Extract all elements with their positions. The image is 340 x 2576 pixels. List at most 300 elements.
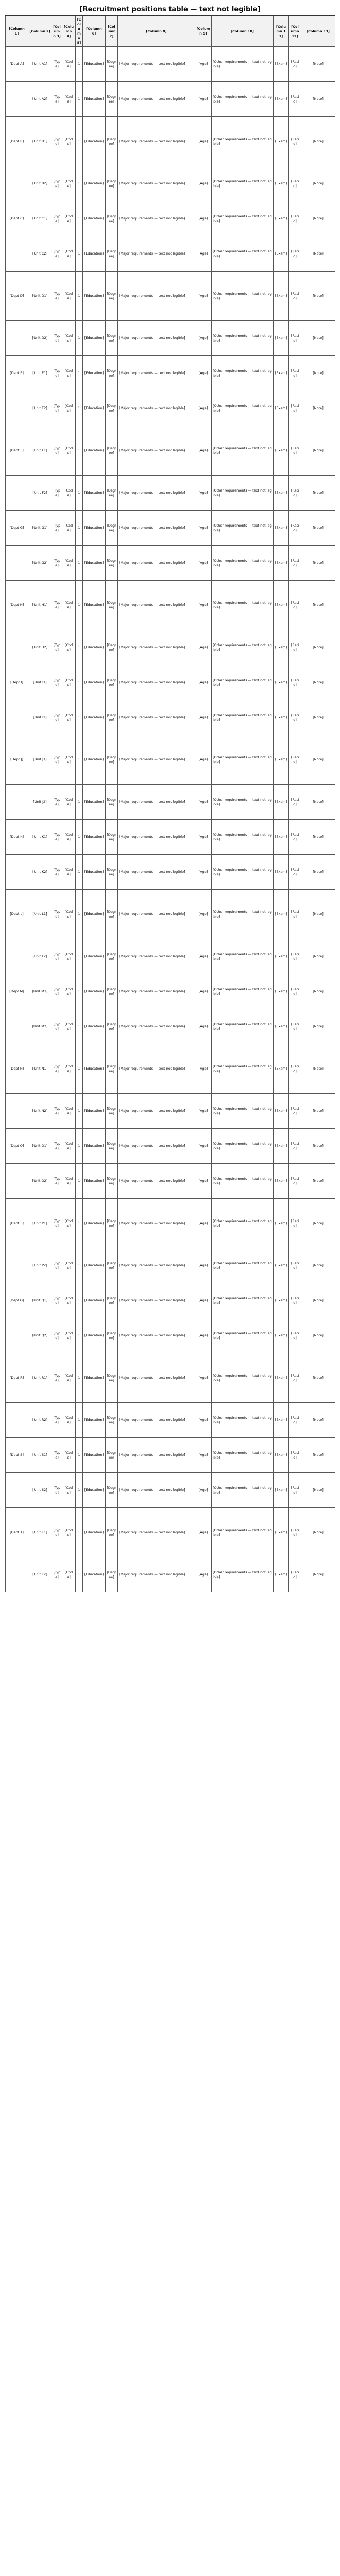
table-cell: [Education] bbox=[83, 974, 106, 1009]
table-row bbox=[6, 82, 335, 117]
table-cell: [Type] bbox=[52, 1094, 62, 1129]
table-cell: [Dept E] bbox=[6, 356, 28, 391]
table-cell: [Degree] bbox=[106, 391, 118, 426]
table-cell: [Degree] bbox=[106, 1438, 118, 1473]
table-cell: [Degree] bbox=[106, 356, 118, 391]
table-cell: [Type] bbox=[52, 974, 62, 1009]
table-cell: [Age] bbox=[195, 1438, 212, 1473]
table-cell: [Other requirements — text not legible] bbox=[212, 1129, 274, 1164]
table-cell: [Note] bbox=[301, 1164, 335, 1199]
table-cell: [Type] bbox=[52, 511, 62, 546]
table-row bbox=[6, 735, 335, 785]
table-cell: [Other requirements — text not legible] bbox=[212, 82, 274, 117]
table-cell: [Note] bbox=[301, 1199, 335, 1248]
table-cell: [Code] bbox=[62, 1473, 76, 1508]
table-cell: [Code] bbox=[62, 1044, 76, 1094]
table-row bbox=[6, 700, 335, 735]
table-cell: [Degree] bbox=[106, 511, 118, 546]
table-cell: [Type] bbox=[52, 356, 62, 391]
table-cell: [Major requirements — text not legible] bbox=[118, 855, 195, 890]
table-cell: 1 bbox=[76, 1473, 83, 1508]
table-cell: 1 bbox=[76, 1199, 83, 1248]
table-cell: [Other requirements — text not legible] bbox=[212, 785, 274, 820]
table-cell: [Age] bbox=[195, 356, 212, 391]
table-cell: [Degree] bbox=[106, 581, 118, 630]
table-cell: [Type] bbox=[52, 700, 62, 735]
table-cell: [Age] bbox=[195, 236, 212, 272]
table-row bbox=[6, 1199, 335, 1248]
table-cell: [Age] bbox=[195, 700, 212, 735]
table-row bbox=[6, 1318, 335, 1353]
table-cell: [Major requirements — text not legible] bbox=[118, 700, 195, 735]
table-cell: [Unit M1] bbox=[28, 974, 52, 1009]
table-cell: [Code] bbox=[62, 272, 76, 321]
table-cell: [Ratio] bbox=[289, 426, 301, 476]
table-cell: [Ratio] bbox=[289, 1473, 301, 1508]
table-cell: [Ratio] bbox=[289, 1438, 301, 1473]
table-cell: [Degree] bbox=[106, 735, 118, 785]
table-cell: [Degree] bbox=[106, 1009, 118, 1044]
table-cell: [Code] bbox=[62, 1283, 76, 1318]
table-cell: [Note] bbox=[301, 890, 335, 939]
table-cell: [Education] bbox=[83, 855, 106, 890]
table-cell: [Note] bbox=[301, 1248, 335, 1283]
table-cell: [Degree] bbox=[106, 426, 118, 476]
table-cell: [Other requirements — text not legible] bbox=[212, 939, 274, 974]
table-cell: [Age] bbox=[195, 1283, 212, 1318]
table-cell: [Ratio] bbox=[289, 356, 301, 391]
table-cell: [Note] bbox=[301, 1508, 335, 1557]
table-cell: [Unit B1] bbox=[28, 117, 52, 166]
table-cell: [Education] bbox=[83, 47, 106, 82]
header-cell: [Column 6] bbox=[83, 16, 106, 47]
table-cell: [Code] bbox=[62, 1438, 76, 1473]
table-cell: [Ratio] bbox=[289, 735, 301, 785]
table-cell bbox=[6, 166, 28, 201]
table-cell: [Other requirements — text not legible] bbox=[212, 117, 274, 166]
table-cell: [Age] bbox=[195, 1094, 212, 1129]
table-cell: [Degree] bbox=[106, 82, 118, 117]
table-cell: [Other requirements — text not legible] bbox=[212, 356, 274, 391]
table-cell: [Age] bbox=[195, 939, 212, 974]
table-cell: 1 bbox=[76, 735, 83, 785]
table-cell bbox=[6, 939, 28, 974]
table-cell: [Code] bbox=[62, 581, 76, 630]
table-cell: [Other requirements — text not legible] bbox=[212, 1009, 274, 1044]
table-cell: [Note] bbox=[301, 391, 335, 426]
table-cell: [Education] bbox=[83, 1164, 106, 1199]
table-cell: [Education] bbox=[83, 201, 106, 236]
table-cell: [Type] bbox=[52, 855, 62, 890]
table-cell: [Type] bbox=[52, 1248, 62, 1283]
table-cell: [Education] bbox=[83, 890, 106, 939]
table-cell: [Age] bbox=[195, 820, 212, 855]
table-cell: [Age] bbox=[195, 890, 212, 939]
table-cell: [Code] bbox=[62, 1248, 76, 1283]
table-cell: [Education] bbox=[83, 1438, 106, 1473]
table-cell: [Education] bbox=[83, 1129, 106, 1164]
table-row bbox=[6, 1164, 335, 1199]
table-cell: [Note] bbox=[301, 820, 335, 855]
table-cell: 1 bbox=[76, 546, 83, 581]
table-cell: [Education] bbox=[83, 511, 106, 546]
table-cell: [Code] bbox=[62, 117, 76, 166]
table-cell: [Type] bbox=[52, 391, 62, 426]
table-row bbox=[6, 939, 335, 974]
table-cell: [Age] bbox=[195, 476, 212, 511]
table-cell: [Age] bbox=[195, 735, 212, 785]
table-cell: [Note] bbox=[301, 630, 335, 665]
table-cell: [Note] bbox=[301, 1129, 335, 1164]
table-row bbox=[6, 855, 335, 890]
table-cell: [Dept Q] bbox=[6, 1283, 28, 1318]
table-body bbox=[6, 47, 335, 1592]
table-cell: [Exam] bbox=[274, 1353, 289, 1403]
table-cell: [Major requirements — text not legible] bbox=[118, 1044, 195, 1094]
table-cell: [Unit S1] bbox=[28, 1438, 52, 1473]
table-cell: [Type] bbox=[52, 1164, 62, 1199]
table-cell: [Type] bbox=[52, 1283, 62, 1318]
table-cell: [Age] bbox=[195, 1508, 212, 1557]
table-cell: [Degree] bbox=[106, 546, 118, 581]
table-cell: [Ratio] bbox=[289, 939, 301, 974]
table-cell: [Education] bbox=[83, 1199, 106, 1248]
table-cell: 1 bbox=[76, 1353, 83, 1403]
table-cell: [Major requirements — text not legible] bbox=[118, 1009, 195, 1044]
table-cell: [Note] bbox=[301, 785, 335, 820]
table-cell: [Note] bbox=[301, 201, 335, 236]
table-row bbox=[6, 272, 335, 321]
header-row bbox=[6, 16, 335, 47]
table-cell: [Major requirements — text not legible] bbox=[118, 1508, 195, 1557]
table-cell: [Degree] bbox=[106, 1248, 118, 1283]
table-row bbox=[6, 630, 335, 665]
table-cell: [Age] bbox=[195, 1009, 212, 1044]
table-cell: [Degree] bbox=[106, 1283, 118, 1318]
table-cell: [Note] bbox=[301, 1009, 335, 1044]
table-cell: [Unit F2] bbox=[28, 476, 52, 511]
table-cell: [Unit D1] bbox=[28, 272, 52, 321]
table-row bbox=[6, 511, 335, 546]
table-cell: [Age] bbox=[195, 201, 212, 236]
table-cell: [Major requirements — text not legible] bbox=[118, 82, 195, 117]
table-cell: [Exam] bbox=[274, 166, 289, 201]
table-cell bbox=[6, 855, 28, 890]
table-cell: [Exam] bbox=[274, 201, 289, 236]
table-row bbox=[6, 1129, 335, 1164]
table-cell: [Ratio] bbox=[289, 1403, 301, 1438]
document-sheet bbox=[5, 4, 335, 2576]
table-cell bbox=[6, 1009, 28, 1044]
table-cell: [Age] bbox=[195, 1353, 212, 1403]
table-cell: [Other requirements — text not legible] bbox=[212, 166, 274, 201]
table-cell: [Age] bbox=[195, 47, 212, 82]
table-cell: [Exam] bbox=[274, 1199, 289, 1248]
table-cell: [Unit O2] bbox=[28, 1164, 52, 1199]
table-cell: [Exam] bbox=[274, 1009, 289, 1044]
table-cell: [Unit K2] bbox=[28, 855, 52, 890]
table-cell: [Age] bbox=[195, 974, 212, 1009]
table-cell: [Unit F1] bbox=[28, 426, 52, 476]
table-cell: [Ratio] bbox=[289, 1283, 301, 1318]
table-cell bbox=[6, 630, 28, 665]
table-cell: [Other requirements — text not legible] bbox=[212, 1557, 274, 1592]
table-cell: [Type] bbox=[52, 630, 62, 665]
table-cell: [Unit M2] bbox=[28, 1009, 52, 1044]
header-cell: [Column 5] bbox=[76, 16, 83, 47]
table-cell: [Exam] bbox=[274, 735, 289, 785]
table-cell: [Other requirements — text not legible] bbox=[212, 1283, 274, 1318]
table-cell: [Dept B] bbox=[6, 117, 28, 166]
table-cell: [Note] bbox=[301, 426, 335, 476]
table-cell: [Major requirements — text not legible] bbox=[118, 426, 195, 476]
table-cell: [Other requirements — text not legible] bbox=[212, 321, 274, 356]
table-cell: [Exam] bbox=[274, 47, 289, 82]
table-cell: [Degree] bbox=[106, 117, 118, 166]
table-cell: [Note] bbox=[301, 1044, 335, 1094]
header-cell: [Column 7] bbox=[106, 16, 118, 47]
table-cell: [Degree] bbox=[106, 1044, 118, 1094]
table-cell: 1 bbox=[76, 356, 83, 391]
table-cell: [Major requirements — text not legible] bbox=[118, 665, 195, 700]
table-cell: [Note] bbox=[301, 939, 335, 974]
header-cell: [Column 11] bbox=[274, 16, 289, 47]
table-cell: [Education] bbox=[83, 476, 106, 511]
table-cell: [Education] bbox=[83, 939, 106, 974]
table-cell: [Code] bbox=[62, 630, 76, 665]
table-container bbox=[5, 15, 335, 2576]
table-cell: [Other requirements — text not legible] bbox=[212, 890, 274, 939]
table-cell: [Major requirements — text not legible] bbox=[118, 581, 195, 630]
table-cell: [Degree] bbox=[106, 700, 118, 735]
table-cell: [Code] bbox=[62, 1557, 76, 1592]
table-cell: [Unit A1] bbox=[28, 47, 52, 82]
table-cell: [Ratio] bbox=[289, 1094, 301, 1129]
table-cell: [Unit R1] bbox=[28, 1353, 52, 1403]
table-cell: [Degree] bbox=[106, 236, 118, 272]
document-title: [Recruitment positions table — text not legible] bbox=[79, 6, 261, 13]
table-cell: 1 bbox=[76, 1164, 83, 1199]
table-cell: [Unit O1] bbox=[28, 1129, 52, 1164]
table-cell: [Major requirements — text not legible] bbox=[118, 1353, 195, 1403]
table-cell: [Note] bbox=[301, 272, 335, 321]
table-cell: [Exam] bbox=[274, 1473, 289, 1508]
table-cell: [Exam] bbox=[274, 785, 289, 820]
table-row bbox=[6, 1353, 335, 1403]
table-cell: [Exam] bbox=[274, 426, 289, 476]
table-cell: [Degree] bbox=[106, 1473, 118, 1508]
table-cell: [Age] bbox=[195, 272, 212, 321]
table-cell: [Unit C2] bbox=[28, 236, 52, 272]
table-cell: [Code] bbox=[62, 855, 76, 890]
table-cell: [Unit K1] bbox=[28, 820, 52, 855]
table-cell: [Code] bbox=[62, 1094, 76, 1129]
table-cell: [Degree] bbox=[106, 166, 118, 201]
table-cell: [Education] bbox=[83, 1473, 106, 1508]
table-cell: [Unit E1] bbox=[28, 356, 52, 391]
table-cell: [Major requirements — text not legible] bbox=[118, 1473, 195, 1508]
table-cell: 1 bbox=[76, 1044, 83, 1094]
table-cell bbox=[6, 1557, 28, 1592]
table-cell: [Note] bbox=[301, 546, 335, 581]
header-cell: [Column 2] bbox=[28, 16, 52, 47]
table-cell: [Education] bbox=[83, 735, 106, 785]
table-cell: 1 bbox=[76, 236, 83, 272]
table-cell: [Exam] bbox=[274, 820, 289, 855]
table-cell: 1 bbox=[76, 1248, 83, 1283]
table-cell: [Code] bbox=[62, 356, 76, 391]
table-cell: [Code] bbox=[62, 47, 76, 82]
table-cell: [Other requirements — text not legible] bbox=[212, 426, 274, 476]
table-row bbox=[6, 1473, 335, 1508]
table-cell: [Unit P1] bbox=[28, 1199, 52, 1248]
table-cell: 1 bbox=[76, 974, 83, 1009]
table-cell: [Exam] bbox=[274, 511, 289, 546]
table-cell: [Other requirements — text not legible] bbox=[212, 1094, 274, 1129]
table-cell: [Ratio] bbox=[289, 1508, 301, 1557]
header-cell: [Column 12] bbox=[289, 16, 301, 47]
table-cell: [Age] bbox=[195, 1473, 212, 1508]
table-cell: [Other requirements — text not legible] bbox=[212, 630, 274, 665]
table-cell: [Education] bbox=[83, 820, 106, 855]
table-cell: [Dept F] bbox=[6, 426, 28, 476]
table-cell: [Code] bbox=[62, 974, 76, 1009]
table-cell: 1 bbox=[76, 1129, 83, 1164]
table-cell: [Major requirements — text not legible] bbox=[118, 735, 195, 785]
table-cell: [Note] bbox=[301, 581, 335, 630]
table-cell: [Major requirements — text not legible] bbox=[118, 201, 195, 236]
table-cell: [Other requirements — text not legible] bbox=[212, 665, 274, 700]
table-cell: [Age] bbox=[195, 1199, 212, 1248]
table-cell: [Ratio] bbox=[289, 630, 301, 665]
table-cell: [Education] bbox=[83, 236, 106, 272]
table-cell: [Age] bbox=[195, 1164, 212, 1199]
table-row bbox=[6, 1044, 335, 1094]
table-cell: [Code] bbox=[62, 1199, 76, 1248]
table-cell: [Other requirements — text not legible] bbox=[212, 236, 274, 272]
table-cell: [Note] bbox=[301, 82, 335, 117]
table-cell bbox=[6, 1403, 28, 1438]
table-cell: [Major requirements — text not legible] bbox=[118, 47, 195, 82]
table-cell: [Type] bbox=[52, 236, 62, 272]
table-row bbox=[6, 476, 335, 511]
table-cell: [Exam] bbox=[274, 117, 289, 166]
table-cell: [Note] bbox=[301, 700, 335, 735]
table-cell: [Education] bbox=[83, 1009, 106, 1044]
table-cell: [Exam] bbox=[274, 939, 289, 974]
table-cell: [Code] bbox=[62, 166, 76, 201]
table-cell: [Type] bbox=[52, 785, 62, 820]
table-cell: [Degree] bbox=[106, 1164, 118, 1199]
table-cell: [Note] bbox=[301, 321, 335, 356]
table-cell: [Note] bbox=[301, 735, 335, 785]
table-row bbox=[6, 1403, 335, 1438]
table-cell: [Ratio] bbox=[289, 1044, 301, 1094]
table-cell: [Age] bbox=[195, 426, 212, 476]
table-cell: [Major requirements — text not legible] bbox=[118, 117, 195, 166]
table-cell: [Education] bbox=[83, 1403, 106, 1438]
table-cell: [Note] bbox=[301, 665, 335, 700]
table-row bbox=[6, 117, 335, 166]
table-cell: [Unit I1] bbox=[28, 665, 52, 700]
table-cell bbox=[6, 391, 28, 426]
table-cell: [Major requirements — text not legible] bbox=[118, 1129, 195, 1164]
table-cell: [Type] bbox=[52, 546, 62, 581]
table-cell: [Exam] bbox=[274, 1129, 289, 1164]
table-cell: [Unit J2] bbox=[28, 785, 52, 820]
table-cell: [Degree] bbox=[106, 630, 118, 665]
table-cell: [Other requirements — text not legible] bbox=[212, 546, 274, 581]
table-cell: [Code] bbox=[62, 785, 76, 820]
table-cell: [Code] bbox=[62, 700, 76, 735]
table-cell: [Degree] bbox=[106, 1318, 118, 1353]
table-cell: [Major requirements — text not legible] bbox=[118, 272, 195, 321]
table-cell: [Note] bbox=[301, 476, 335, 511]
table-cell: [Note] bbox=[301, 356, 335, 391]
table-cell: [Other requirements — text not legible] bbox=[212, 974, 274, 1009]
table-cell: [Education] bbox=[83, 272, 106, 321]
table-cell: 1 bbox=[76, 166, 83, 201]
table-cell: [Ratio] bbox=[289, 511, 301, 546]
table-cell: [Dept O] bbox=[6, 1129, 28, 1164]
table-cell: [Other requirements — text not legible] bbox=[212, 735, 274, 785]
table-cell: [Exam] bbox=[274, 855, 289, 890]
table-cell: [Major requirements — text not legible] bbox=[118, 236, 195, 272]
table-cell: [Other requirements — text not legible] bbox=[212, 855, 274, 890]
table-cell: [Degree] bbox=[106, 939, 118, 974]
table-cell: [Unit C1] bbox=[28, 201, 52, 236]
table-cell: 1 bbox=[76, 1283, 83, 1318]
table-row bbox=[6, 321, 335, 356]
table-cell: [Code] bbox=[62, 391, 76, 426]
table-cell: [Major requirements — text not legible] bbox=[118, 321, 195, 356]
table-cell: [Type] bbox=[52, 476, 62, 511]
table-cell: [Code] bbox=[62, 735, 76, 785]
table-cell: [Ratio] bbox=[289, 820, 301, 855]
table-row bbox=[6, 581, 335, 630]
table-cell: [Major requirements — text not legible] bbox=[118, 1164, 195, 1199]
table-cell: [Ratio] bbox=[289, 1557, 301, 1592]
table-cell: [Exam] bbox=[274, 974, 289, 1009]
table-cell: [Note] bbox=[301, 236, 335, 272]
table-cell: [Dept G] bbox=[6, 511, 28, 546]
table-cell: [Other requirements — text not legible] bbox=[212, 1318, 274, 1353]
table-cell bbox=[6, 476, 28, 511]
table-cell: [Code] bbox=[62, 321, 76, 356]
table-cell bbox=[6, 546, 28, 581]
table-cell: [Type] bbox=[52, 272, 62, 321]
table-cell: 1 bbox=[76, 820, 83, 855]
table-cell: [Type] bbox=[52, 1438, 62, 1473]
table-cell: [Unit H1] bbox=[28, 581, 52, 630]
table-cell: [Age] bbox=[195, 630, 212, 665]
table-cell: [Ratio] bbox=[289, 581, 301, 630]
table-cell: [Other requirements — text not legible] bbox=[212, 201, 274, 236]
table-cell: 1 bbox=[76, 82, 83, 117]
table-cell: [Degree] bbox=[106, 47, 118, 82]
table-cell: [Exam] bbox=[274, 1438, 289, 1473]
table-cell: [Note] bbox=[301, 974, 335, 1009]
table-row bbox=[6, 665, 335, 700]
table-cell: [Exam] bbox=[274, 236, 289, 272]
table-cell: [Degree] bbox=[106, 890, 118, 939]
table-cell: [Code] bbox=[62, 820, 76, 855]
table-cell: [Ratio] bbox=[289, 665, 301, 700]
table-row bbox=[6, 166, 335, 201]
table-row bbox=[6, 1438, 335, 1473]
table-cell: [Unit T1] bbox=[28, 1508, 52, 1557]
table-cell: [Exam] bbox=[274, 272, 289, 321]
